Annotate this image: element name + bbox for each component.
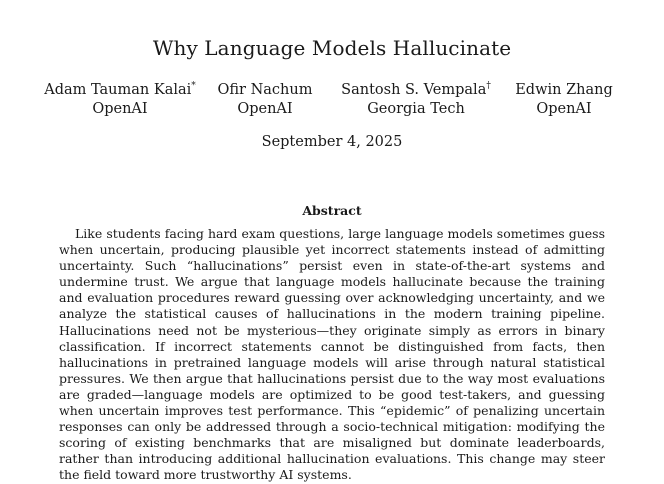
paper-date: September 4, 2025	[261, 134, 403, 150]
abstract-heading: Abstract	[302, 203, 362, 218]
author-affiliation: Georgia Tech	[367, 101, 465, 117]
author-affiliation: OpenAI	[92, 101, 148, 117]
author-block	[338, 81, 494, 119]
author-block	[213, 81, 317, 119]
author-name: Santosh S. Vempala	[341, 82, 487, 98]
author-name: Ofir Nachum	[217, 82, 313, 98]
paper-title: Why Language Models Hallucinate	[152, 36, 512, 60]
author-footnote-mark: †	[486, 81, 491, 91]
author-name: Adam Tauman Kalai	[44, 82, 192, 98]
author-affiliation: OpenAI	[536, 101, 592, 117]
abstract-text: Like students facing hard exam questions, large language models sometimes guess when uncertain, producing plausible yet incorrect statements instead of admitting uncertainty. Such “hallucinations” persist even in state-of-the-art systems and undermine trust. We argue that language models hallucinate because the training and evaluation procedures reward guessing over acknowledging uncertainty, and we analyze the statistical causes of hallucinations in the modern training pipeline. Hallucinations need not be mysterious—they originate simply as errors in binary classification. If incorrect statements cannot be distinguished from facts, then hallucinations in pretrained language models will arise through natural statistical pressures. We then argue that hallucinations persist due to the way most evaluations are graded—language models are optimized to be good test-takers, and guessing when uncertain improves test performance. This “epidemic” of penalizing uncertain responses can only be addressed through a socio-technical mitigation: modifying the scoring of existing benchmarks that are misaligned but dominate leaderboards, rather than introducing additional hallucination evaluations. This change may steer the field toward more trustworthy AI systems.	[59, 226, 605, 483]
author-footnote-mark: *	[191, 81, 196, 91]
author-name: Edwin Zhang	[515, 82, 613, 98]
author-block	[40, 81, 200, 119]
author-block	[508, 81, 620, 119]
author-list	[0, 81, 664, 125]
author-affiliation: OpenAI	[237, 101, 293, 117]
